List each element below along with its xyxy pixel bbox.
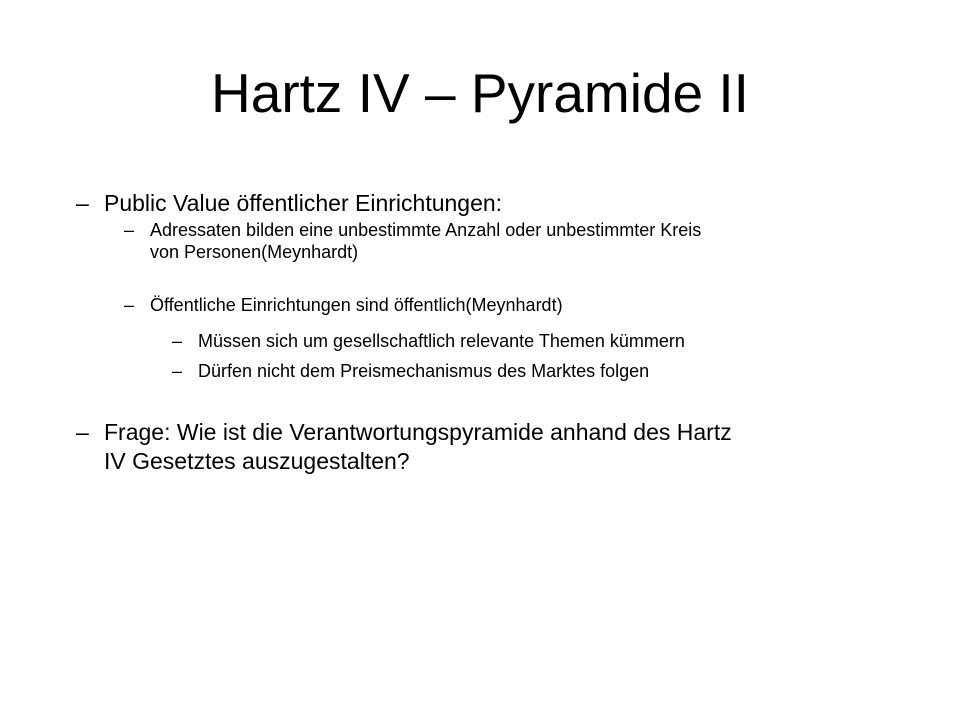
bullet-text [150,219,701,263]
bullet-dash: – [172,361,183,381]
bullet-line: von Personen(Meynhardt) [150,242,359,262]
bullet-line: Öffentliche Einrichtungen sind öffentlich(Meynhardt) [150,295,563,315]
bullet-text [198,360,649,382]
bullet-dash: – [172,331,183,351]
bullet-line: Adressaten bilden eine unbestimmte Anzahl oder unbestimmter Kreis [150,220,702,240]
bullet-text [104,418,732,476]
bullet-line: IV Gesetztes auszugestalten? [104,448,410,474]
bullet-line: Müssen sich um gesellschaftlich relevante Themen kümmern [198,331,685,351]
bullet-public-value [76,189,502,218]
bullet-text [104,189,502,218]
bullet-oeffentliche-einrichtungen [124,294,563,316]
bullet-dash: – [124,295,135,315]
bullet-dash: – [76,419,89,445]
bullet-dash: – [124,220,135,240]
bullet-line: Frage: Wie ist die Verantwortungspyramide anhand des Hartz [104,419,732,445]
bullet-adressaten [124,219,701,263]
bullet-duerfen [172,360,649,382]
bullet-text [198,330,685,352]
bullet-muessen [172,330,685,352]
bullet-text [150,294,563,316]
bullet-line: Public Value öffentlicher Einrichtungen: [104,190,503,216]
bullet-frage [76,418,732,476]
bullet-line: Dürfen nicht dem Preismechanismus des Marktes folgen [198,361,650,381]
slide-title: Hartz IV – Pyramide II [211,62,749,124]
bullet-dash: – [76,190,89,216]
